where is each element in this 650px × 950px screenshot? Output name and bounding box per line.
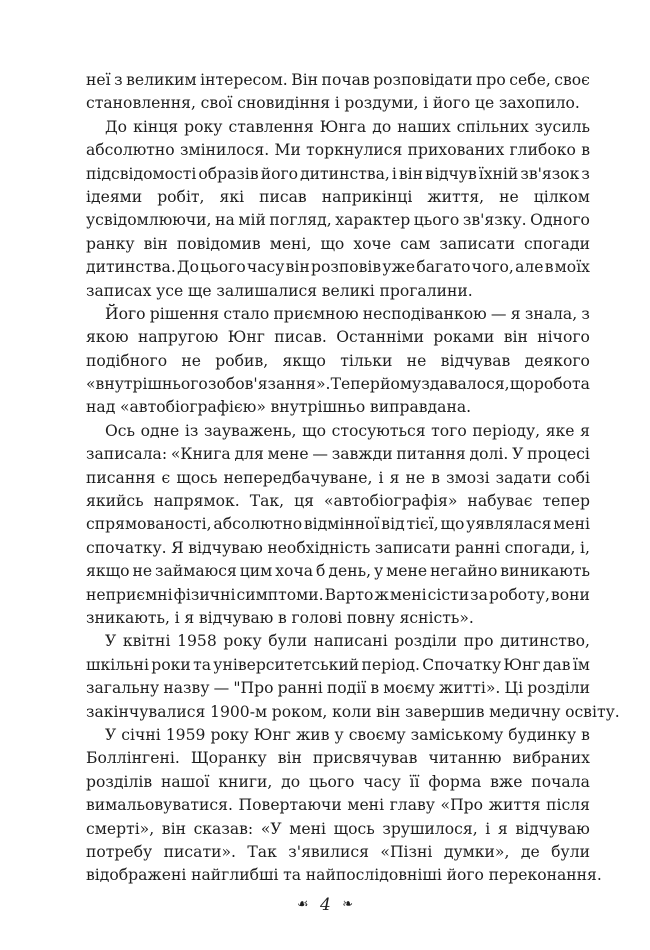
- page-body: [86, 69, 620, 888]
- text-line: спрямованості, абсолютно відмінної від тієї, що уявлялася мені: [86, 515, 590, 534]
- text-line: усвідомлюючи, на мій погляд, характер цього зв'язку. Одного: [86, 211, 590, 230]
- text-line: Боллінгені. Щоранку він присвячував читанню вибраних: [86, 749, 590, 768]
- text-line: спочатку. Я відчуваю необхідність записати ранні спогади, і,: [86, 538, 590, 557]
- text-line: подібного не робив, якщо тільки не відчував деякого: [86, 351, 590, 370]
- text-line: потребу писати». Так з'явилися «Пізні думки», де були: [86, 842, 590, 861]
- text-line: ранку він повідомив мені, що хоче сам записати спогади: [86, 234, 590, 253]
- text-line: якийсь напрямок. Так, ця «автобіографія» набуває тепер: [86, 492, 590, 511]
- text-line: неприємні фізичні симптоми. Варто ж мені сісти за роботу, вони: [86, 585, 590, 604]
- text-line: абсолютно змінилося. Ми торкнулися прихованих глибоко в: [86, 141, 590, 160]
- text-line: У січні 1959 року Юнг жив у своєму заміському будинку в: [105, 725, 590, 744]
- text-line: якою напругою Юнг писав. Останніми роками він нічого: [86, 328, 590, 347]
- ornament-left-icon: ☙: [296, 897, 309, 912]
- text-line: зникають, і я відчуваю в голові повну ясність».: [86, 608, 474, 627]
- text-line: підсвідомості образів його дитинства, і він відчув їхній зв'язок з: [86, 164, 590, 183]
- text-line: Його рішення стало приємною несподіванкою — я знала, з: [105, 304, 590, 323]
- text-line: шкільні роки та університетський період. Спочатку Юнг дав їм: [86, 655, 590, 674]
- text-line: записала: «Книга для мене — завжди питання долі. У процесі: [86, 445, 590, 464]
- paragraph: [86, 630, 620, 724]
- text-line: дитинства. До цього часу він розповів уже багато чого, але в моїх: [86, 258, 590, 277]
- text-line: «внутрішнього зобов'язання». Тепер йому здавалося, що робота: [86, 375, 590, 394]
- text-line: загальну назву — "Про ранні події в моєму житті». Ці розділи: [86, 679, 590, 698]
- text-line: вимальовуватися. Повертаючи мені главу «Про життя після: [86, 796, 590, 815]
- text-line: неї з великим інтересом. Він почав розповідати про себе, своє: [86, 71, 590, 89]
- paragraph: [86, 303, 590, 420]
- text-line: У квітні 1958 року були написані розділи про дитинство,: [105, 632, 590, 651]
- text-line: записах усе ще залишалися великі прогалини.: [86, 281, 473, 300]
- text-line: над «автобіографією» внутрішньо виправдана.: [86, 398, 472, 417]
- text-line: розділів нашої книги, до цього часу її форма вже почала: [86, 772, 590, 791]
- text-line: смерті», він сказав: «У мені щось зрушилося, і я відчуваю: [86, 819, 590, 838]
- paragraph: [86, 69, 590, 116]
- ornament-right-icon: ❧: [342, 897, 354, 912]
- page-footer: [0, 895, 650, 915]
- text-line: ідеями робіт, які писав наприкінці життя, не цілком: [86, 187, 590, 206]
- text-line: відображені найглибші та найпослідовніші його переконання.: [86, 866, 602, 885]
- text-line: становлення, свої сновидіння і роздуми, і його це захопило.: [86, 94, 580, 113]
- paragraph: [86, 116, 590, 303]
- text-line: якщо не займаюся цим хоча б день, у мене негайно виникають: [86, 562, 590, 581]
- text-line: До кінця року ставлення Юнга до наших спільних зусиль: [105, 117, 590, 136]
- paragraph: [86, 724, 602, 888]
- text-line: закінчувалися 1900-м роком, коли він завершив медичну освіту.: [86, 702, 620, 721]
- page-number: 4: [319, 895, 331, 915]
- paragraph: [86, 420, 590, 631]
- text-line: Ось одне із зауважень, що стосуються того періоду, яке я: [105, 421, 590, 440]
- text-line: писання є щось непередбачуване, і я не в змозі задати собі: [86, 468, 590, 487]
